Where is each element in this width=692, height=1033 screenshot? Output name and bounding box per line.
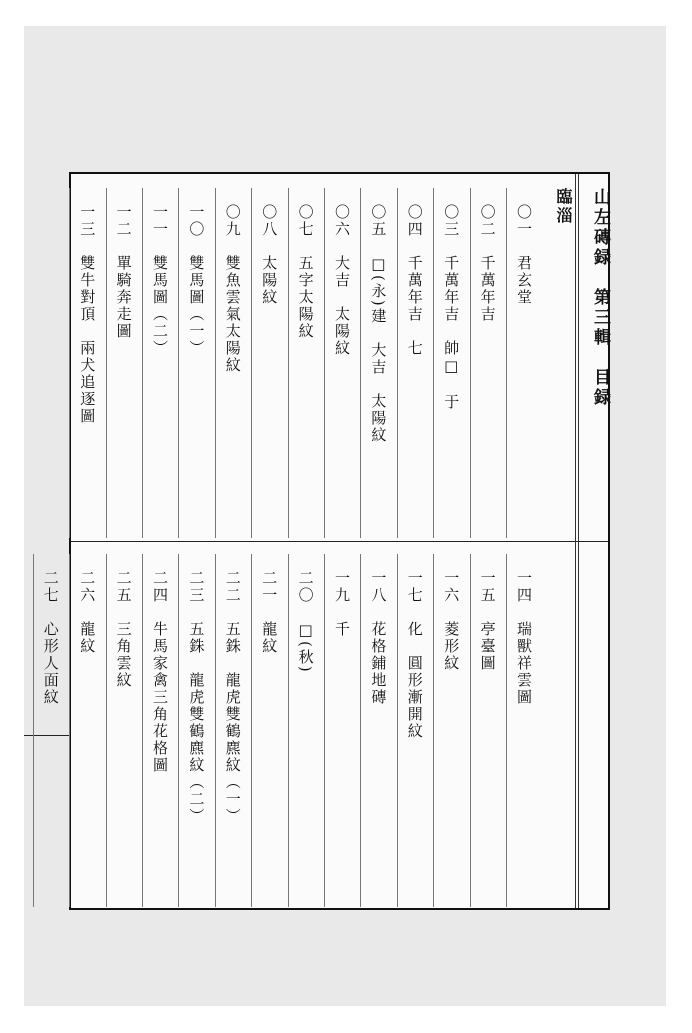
entry-title: 千萬年吉: [478, 255, 497, 323]
top-entry: [514, 204, 534, 306]
bottom-entry: [368, 570, 388, 706]
column-rule: [470, 554, 471, 907]
entry-number: 二〇: [296, 570, 315, 604]
entry-number: 二一: [260, 570, 279, 604]
entry-title: 心形人面紋: [41, 621, 60, 706]
bottom-entry: [114, 570, 134, 689]
top-entry: [77, 204, 97, 425]
entry-title: 五字太陽紋: [296, 255, 315, 340]
entry-title: 龍紋: [260, 621, 279, 655]
column-rule: [288, 188, 289, 538]
column-rule: [215, 188, 216, 538]
title-double-rule: [575, 174, 579, 908]
entry-title: 雙馬圖（一）: [187, 255, 206, 357]
entry-number: 〇八: [260, 204, 279, 238]
bottom-entry: [150, 570, 170, 774]
column-rule: [433, 554, 434, 907]
page-title: [588, 188, 613, 408]
entry-title: 三角雲紋: [114, 621, 133, 689]
entry-number: 二三: [187, 570, 206, 604]
column-rule: [506, 188, 507, 538]
entry-number: 一五: [478, 570, 497, 604]
top-entry: [259, 204, 279, 306]
entry-title: 瑞獸祥雲圖: [515, 621, 533, 706]
bottom-entry: [77, 570, 97, 655]
top-entry: [186, 204, 206, 357]
entry-title: 菱形紋: [442, 621, 461, 672]
entry-number: 一一: [151, 204, 169, 238]
entry-title: 太陽紋: [260, 255, 279, 306]
column-rule: [178, 554, 179, 907]
entry-number: 二七: [41, 570, 60, 604]
entry-title: 花格鋪地磚: [369, 621, 388, 706]
top-entry: [332, 204, 352, 357]
entry-title: 君玄堂: [515, 255, 533, 306]
entry-number: 〇七: [296, 204, 315, 238]
column-rule: [397, 554, 398, 907]
top-entry: [150, 204, 170, 357]
column-rule: [215, 554, 216, 907]
bottom-entry: [478, 570, 498, 672]
entry-number: 〇九: [223, 204, 242, 238]
column-rule: [360, 188, 361, 538]
column-rule: [397, 188, 398, 538]
entry-number: 二六: [78, 570, 97, 604]
column-rule: [178, 188, 179, 538]
column-rule: [470, 188, 471, 538]
bottom-entry: [259, 570, 279, 655]
top-entry: [405, 204, 425, 357]
entry-number: 一〇: [187, 204, 206, 238]
entry-title: 大吉 太陽紋: [333, 255, 351, 357]
entry-number: 一三: [78, 204, 97, 238]
entry-title: 千萬年吉 七: [405, 255, 424, 357]
column-rule: [324, 554, 325, 907]
horizontal-divider: [71, 541, 608, 542]
region-heading: 臨淄: [554, 188, 573, 226]
entry-number: 一四: [515, 570, 533, 604]
contents-label: 目録: [590, 368, 610, 408]
entry-title: 牛馬家禽三角花格圖: [151, 621, 169, 774]
column-rule: [106, 554, 107, 907]
top-entry: [368, 204, 388, 444]
entry-title: □(永)建 大吉 太陽紋: [369, 255, 388, 444]
entry-title: 亭臺圖: [478, 621, 497, 672]
column-rule: [360, 554, 361, 907]
top-entry: [441, 204, 461, 411]
entry-title: 化 圓形漸開紋: [405, 621, 424, 740]
entry-title: 千: [333, 621, 351, 638]
entry-number: 二五: [114, 570, 133, 604]
top-entry: [223, 204, 243, 374]
entry-title: 雙魚雲氣太陽紋: [223, 255, 242, 374]
entry-number: 一九: [333, 570, 351, 604]
bottom-entry: [186, 570, 206, 825]
column-rule: [142, 554, 143, 907]
entry-number: 〇一: [515, 204, 533, 238]
book-title: 山左磚録: [590, 188, 610, 268]
entry-title: 雙馬圖（二）: [151, 255, 169, 357]
bottom-entry: [332, 570, 352, 638]
entry-title: 五銖 龍虎雙鶴麃紋（二）: [187, 621, 206, 825]
bottom-entry: [223, 570, 243, 825]
entry-title: □(秋): [296, 621, 315, 674]
margin-rule: [24, 735, 69, 736]
column-rule: [251, 188, 252, 538]
entry-number: 一六: [442, 570, 461, 604]
entry-number: 〇五: [369, 204, 388, 238]
entry-number: 二四: [151, 570, 169, 604]
column-rule: [106, 188, 107, 538]
column-rule: [69, 554, 70, 907]
top-entry: [478, 204, 498, 323]
entry-title: 龍紋: [78, 621, 97, 655]
column-rule: [324, 188, 325, 538]
entry-title: 雙牛對頂 兩犬追逐圖: [78, 255, 97, 425]
bottom-entry: [41, 570, 61, 706]
entry-number: 〇四: [405, 204, 424, 238]
entry-number: 〇三: [442, 204, 461, 238]
entry-number: 〇二: [478, 204, 497, 238]
entry-number: 二二: [223, 570, 242, 604]
top-entry: [114, 204, 134, 340]
entry-number: 一八: [369, 570, 388, 604]
bottom-entry: [405, 570, 425, 740]
column-rule: [251, 554, 252, 907]
bottom-entry: [441, 570, 461, 672]
entry-number: 一二: [114, 204, 133, 238]
bottom-entry: [296, 570, 316, 674]
volume-label: 第三輯: [590, 288, 610, 348]
entry-number: 一七: [405, 570, 424, 604]
column-rule: [506, 554, 507, 907]
entry-title: 單騎奔走圖: [114, 255, 133, 340]
top-entry: [296, 204, 316, 340]
column-rule: [33, 554, 34, 907]
column-rule: [288, 554, 289, 907]
entry-title: 千萬年吉 帥□ 于: [442, 255, 461, 411]
bottom-entry: [514, 570, 534, 706]
entry-title: 五銖 龍虎雙鶴麃紋（一）: [223, 621, 242, 825]
entry-number: 〇六: [333, 204, 351, 238]
column-rule: [433, 188, 434, 538]
column-rule: [69, 188, 70, 538]
column-rule: [142, 188, 143, 538]
